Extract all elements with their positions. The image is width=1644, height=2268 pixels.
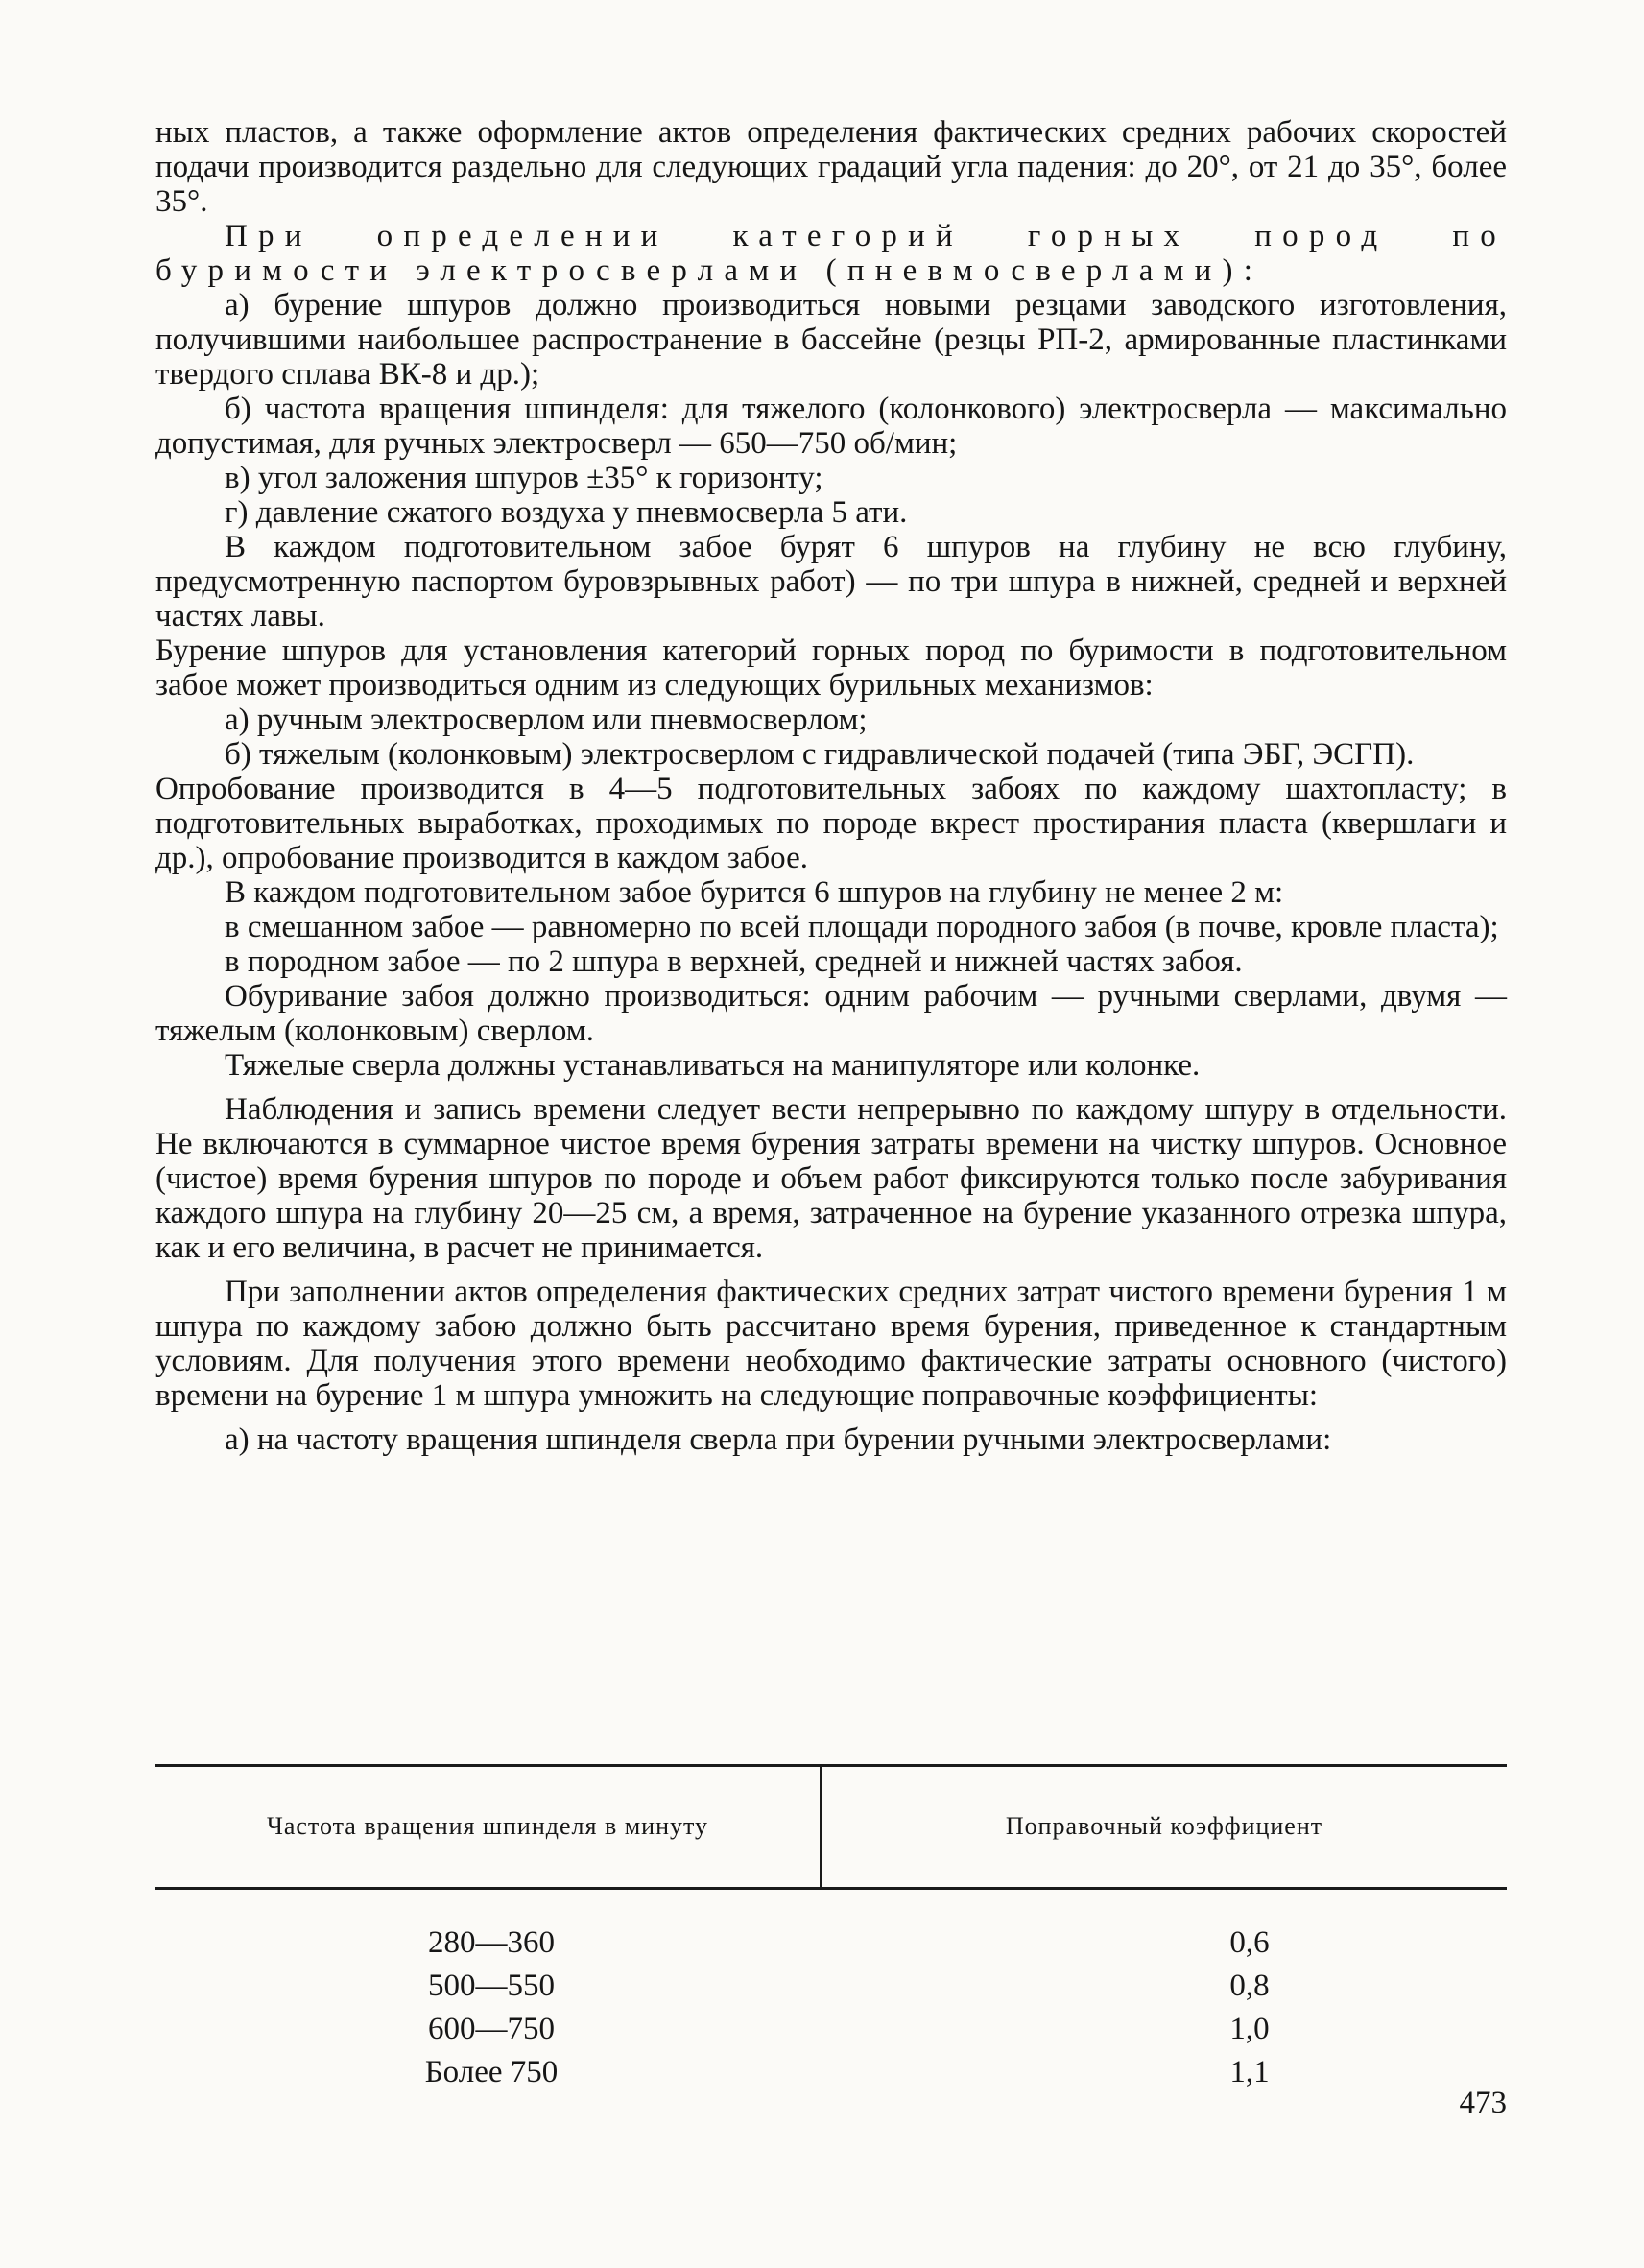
table-row — [155, 1969, 1507, 2012]
table-row — [155, 1925, 1507, 1969]
table-header-coefficient: Поправочный коэффициент — [1005, 1812, 1323, 1840]
paragraph: г) давление сжатого воздуха у пневмосверла 5 ати. — [225, 495, 908, 530]
table-header-rule — [155, 1887, 1507, 1890]
frequency-cell: 500—550 — [428, 1969, 555, 2003]
paragraph: в смешанном забое — равномерно по всей площади породного забоя (в почве, кровле пласта); — [225, 910, 1499, 944]
coefficient-cell: 1,1 — [1229, 2055, 1270, 2089]
paragraph: а) на частоту вращения шпинделя сверла при бурении ручными электросверлами: — [225, 1422, 1332, 1457]
paragraph: а) ручным электросверлом или пневмосверлом; — [225, 703, 868, 737]
paragraph: в породном забое — по 2 шпура в верхней, средней и нижней частях забоя. — [225, 944, 1243, 979]
paragraph: Опробование производится в 4—5 подготовительных забоях по каждому шахтопласту; в подготовительных выработках, проходимых по породе вкрест простирания пласта (квершлаги и др.), опробование производится в каждом забое. — [155, 772, 1507, 875]
paragraph: При определении категорий горных пород по буримости электросверлами (пневмосверлами): — [155, 219, 1507, 288]
paragraph: При заполнении актов определения фактических средних затрат чистого времени бурения 1 м шпура по каждому забою должно быть рассчитано время бурения, приведенное к стандартным условиям. Для получения этого времени необходимо фактические затраты основного (чистого) времени на бурение 1 м шпура умножить на следующие поправочные коэффициенты: — [155, 1275, 1507, 1413]
paragraph: Бурение шпуров для установления категорий горных пород по буримости в подготовительном забое может производиться одним из следующих бурильных механизмов: — [155, 633, 1507, 703]
coefficient-cell: 1,0 — [1229, 2012, 1270, 2046]
paragraph: Тяжелые сверла должны устанавливаться на манипуляторе или колонке. — [225, 1048, 1201, 1083]
frequency-cell: Более 750 — [424, 2055, 559, 2089]
paragraph: б) частота вращения шпинделя: для тяжелого (колонкового) электросверла — максимально допустимая, для ручных электросверл — 650—750 об/мин; — [155, 392, 1507, 461]
coefficient-cell: 0,8 — [1229, 1969, 1270, 2003]
coefficient-cell: 0,6 — [1229, 1925, 1270, 1960]
paragraph: Наблюдения и запись времени следует вести непрерывно по каждому шпуру в отдельности. Не включаются в суммарное чистое время бурения затраты времени на чистку шпуров. Основное (чистое) время бурения шпуров по породе и объем работ фиксируются только после забуривания каждого шпура на глубину 20—25 см, а время, затраченное на бурение указанного отрезка шпура, как и его величина, в расчет не принимается. — [155, 1092, 1507, 1265]
table-header-frequency: Частота вращения шпинделя в минуту — [266, 1812, 709, 1840]
table-row — [155, 2012, 1507, 2055]
paragraph: В каждом подготовительном забое бурят 6 шпуров на глубину не всю глубину, предусмотренную паспортом буровзрывных работ) — по три шпура в нижней, средней и верхней частях лавы. — [155, 530, 1507, 633]
page-number: 473 — [1459, 2086, 1507, 2120]
paragraph: ных пластов, а также оформление актов определения фактических средних рабочих скоростей подачи производится раздельно для следующих градаций угла падения: до 20°, от 21 до 35°, более 35°. — [155, 115, 1507, 219]
paragraph: В каждом подготовительном забое бурится 6 шпуров на глубину не менее 2 м: — [225, 875, 1284, 910]
frequency-cell: 600—750 — [428, 2012, 555, 2046]
table-row — [155, 2055, 1507, 2098]
paragraph: в) угол заложения шпуров ±35° к горизонту; — [225, 461, 823, 495]
paragraph: а) бурение шпуров должно производиться новыми резцами заводского изготовления, получившими наибольшее распространение в бассейне (резцы РП-2, армированные пластинками твердого сплава ВК-8 и др.); — [155, 288, 1507, 392]
frequency-cell: 280—360 — [428, 1925, 555, 1960]
table-top-rule — [155, 1764, 1507, 1767]
body-text — [155, 115, 1507, 1457]
paragraph: б) тяжелым (колонковым) электросверлом с гидравлической подачей (типа ЭБГ, ЭСГП). — [225, 737, 1415, 772]
paragraph: Обуривание забоя должно производиться: одним рабочим — ручными сверлами, двумя — тяжелым (колонковым) сверлом. — [155, 979, 1507, 1048]
